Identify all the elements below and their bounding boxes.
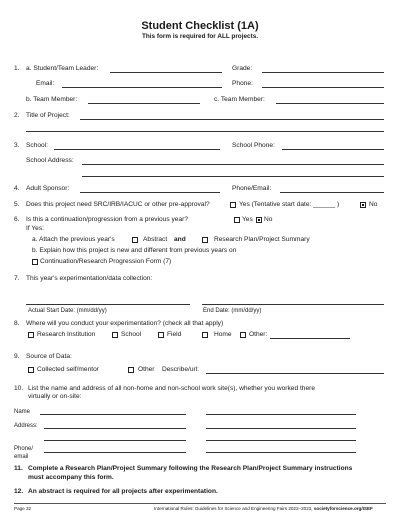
site-name-label: Name (14, 409, 31, 415)
q5-no-label: No (369, 201, 378, 208)
q12-number: 12. (14, 488, 24, 495)
footer-citation-text: International Rules: Guidelines for Science and Engineering Fairs 2022–2023, (154, 506, 314, 511)
q11-text-line1: Complete a Research Plan/Project Summary following the Research Plan/Project Summary instructions (28, 465, 353, 472)
footer-citation (154, 506, 373, 512)
home-checkbox[interactable] (202, 332, 208, 338)
q6-number: 6. (14, 216, 20, 223)
q6-question: Is this a continuation/progression from a previous year? (26, 216, 188, 223)
phone-label: Phone: (232, 80, 253, 87)
q9-number: 9. (14, 353, 20, 360)
site1-name-field[interactable] (40, 414, 186, 415)
adult-sponsor-field[interactable] (80, 192, 220, 193)
q5-yes-label: Yes (Tentative start date: ______ ) (239, 201, 340, 208)
home-label: Home (214, 331, 232, 338)
team-member-b-label: b. Team Member: (26, 96, 78, 103)
school-phone-label: School Phone: (232, 142, 275, 149)
q6-no-label: No (264, 216, 273, 223)
team-member-c-label: c. Team Member: (214, 96, 265, 103)
title-of-project-label: Title of Project: (26, 112, 70, 119)
form-title: Student Checklist (1A) (141, 20, 259, 32)
sponsor-phone-email-field[interactable] (280, 192, 384, 193)
team-member-c-field[interactable] (276, 103, 384, 104)
q8-question: Where will you conduct your experimentation? (check all that apply) (26, 320, 224, 327)
q4-number: 4. (14, 185, 20, 192)
school-address-label: School Address: (26, 157, 74, 164)
school-phone-field[interactable] (282, 149, 384, 150)
leader-field[interactable] (110, 72, 222, 73)
site2-address-field[interactable] (206, 428, 356, 429)
page-number: Page 32 (14, 506, 32, 511)
school-location-label: School (121, 331, 142, 338)
and-label: and (174, 236, 186, 243)
source-of-data-label: Source of Data: (26, 353, 72, 360)
school-label: School: (26, 142, 48, 149)
q8-number: 8. (14, 320, 20, 327)
q6-yes-checkbox[interactable] (234, 217, 240, 223)
describe-url-field[interactable] (206, 373, 384, 374)
site-email-label: email (14, 454, 29, 460)
form-subtitle: This form is required for ALL projects. (141, 33, 259, 40)
other-location-field[interactable] (270, 338, 350, 339)
footer-divider (14, 503, 386, 504)
other-location-label: Other: (249, 331, 268, 338)
site2-phone-email-field[interactable] (206, 452, 356, 453)
school-field[interactable] (54, 149, 220, 150)
form7-label: Continuation/Research Progression Form (7) (40, 258, 172, 265)
school-address-field[interactable] (82, 164, 384, 165)
footer-site-link[interactable]: societyforscience.org/ISEF (313, 506, 373, 511)
research-plan-checkbox[interactable] (202, 237, 208, 243)
q6-no-checkbox[interactable] (256, 217, 262, 223)
collected-self-mentor-label: Collected self/mentor (37, 366, 99, 373)
research-institution-checkbox[interactable] (28, 332, 34, 338)
q3-number: 3. (14, 142, 20, 149)
team-member-b-field[interactable] (88, 103, 200, 104)
other-source-label: Other (138, 366, 155, 373)
grade-field[interactable] (262, 72, 384, 73)
field-label: Field (167, 331, 182, 338)
q5-no-checkbox[interactable] (360, 202, 366, 208)
q6-if-yes-label: If Yes: (26, 225, 44, 232)
q12-text: An abstract is required for all projects after experimentation. (28, 488, 218, 495)
q11-text-line2: must accompany this form. (28, 474, 114, 481)
form7-checkbox[interactable] (32, 259, 38, 265)
q7-number: 7. (14, 275, 20, 282)
q5-number: 5. (14, 201, 20, 208)
school-address-field-line2[interactable] (82, 176, 384, 177)
other-location-checkbox[interactable] (240, 332, 246, 338)
field-checkbox[interactable] (158, 332, 164, 338)
school-location-checkbox[interactable] (112, 332, 118, 338)
describe-url-label: Describe/url: (162, 366, 200, 373)
research-plan-label: Research Plan/Project Summary (214, 236, 310, 243)
site2-address-field-line2[interactable] (206, 440, 356, 441)
site2-name-field[interactable] (206, 414, 356, 415)
other-source-checkbox[interactable] (128, 367, 134, 373)
title-of-project-field[interactable] (80, 119, 384, 120)
q5-question: Does this project need SRC/IRB/IACUC or other pre-approval? (26, 201, 210, 208)
start-date-field[interactable] (26, 304, 190, 305)
q7-label: This year's experimentation/data collection: (26, 275, 153, 282)
q6a-label: a. Attach the previous year's (32, 236, 115, 243)
collected-self-mentor-checkbox[interactable] (28, 367, 34, 373)
q10-number: 10. (14, 385, 24, 392)
site1-address-field[interactable] (44, 428, 186, 429)
start-date-label: Actual Start Date: (mm/dd/yy) (28, 308, 107, 314)
email-label: Email: (36, 80, 55, 87)
adult-sponsor-label: Adult Sponsor: (26, 185, 70, 192)
q10-question-line1: List the name and address of all non-home and non-school work site(s), whether you worked there (28, 385, 315, 392)
phone-field[interactable] (262, 87, 384, 88)
end-date-label: End Date: (mm/dd/yy) (203, 308, 262, 314)
site1-phone-email-field[interactable] (44, 452, 186, 453)
grade-label: Grade: (232, 65, 253, 72)
q2-number: 2. (14, 112, 20, 119)
q6b-label: b. Explain how this project is new and different from previous years on (32, 247, 237, 254)
q10-question-line2: virtually or on-site: (28, 393, 82, 400)
site-phone-label: Phone/ (14, 446, 34, 452)
site1-address-field-line2[interactable] (44, 440, 186, 441)
leader-label: a. Student/Team Leader: (26, 65, 99, 72)
abstract-label: Abstract (143, 236, 168, 243)
end-date-field[interactable] (202, 304, 384, 305)
abstract-checkbox[interactable] (132, 237, 138, 243)
q5-yes-checkbox[interactable] (230, 202, 236, 208)
q6-yes-label: Yes (242, 216, 253, 223)
site-address-label: Address: (14, 423, 38, 429)
q1-number: 1. (14, 65, 20, 72)
q11-number: 11. (14, 465, 23, 472)
title-of-project-field-line2[interactable] (26, 131, 384, 132)
sponsor-phone-email-label: Phone/Email: (232, 185, 272, 192)
email-field[interactable] (62, 87, 222, 88)
research-institution-label: Research Institution (37, 331, 96, 338)
